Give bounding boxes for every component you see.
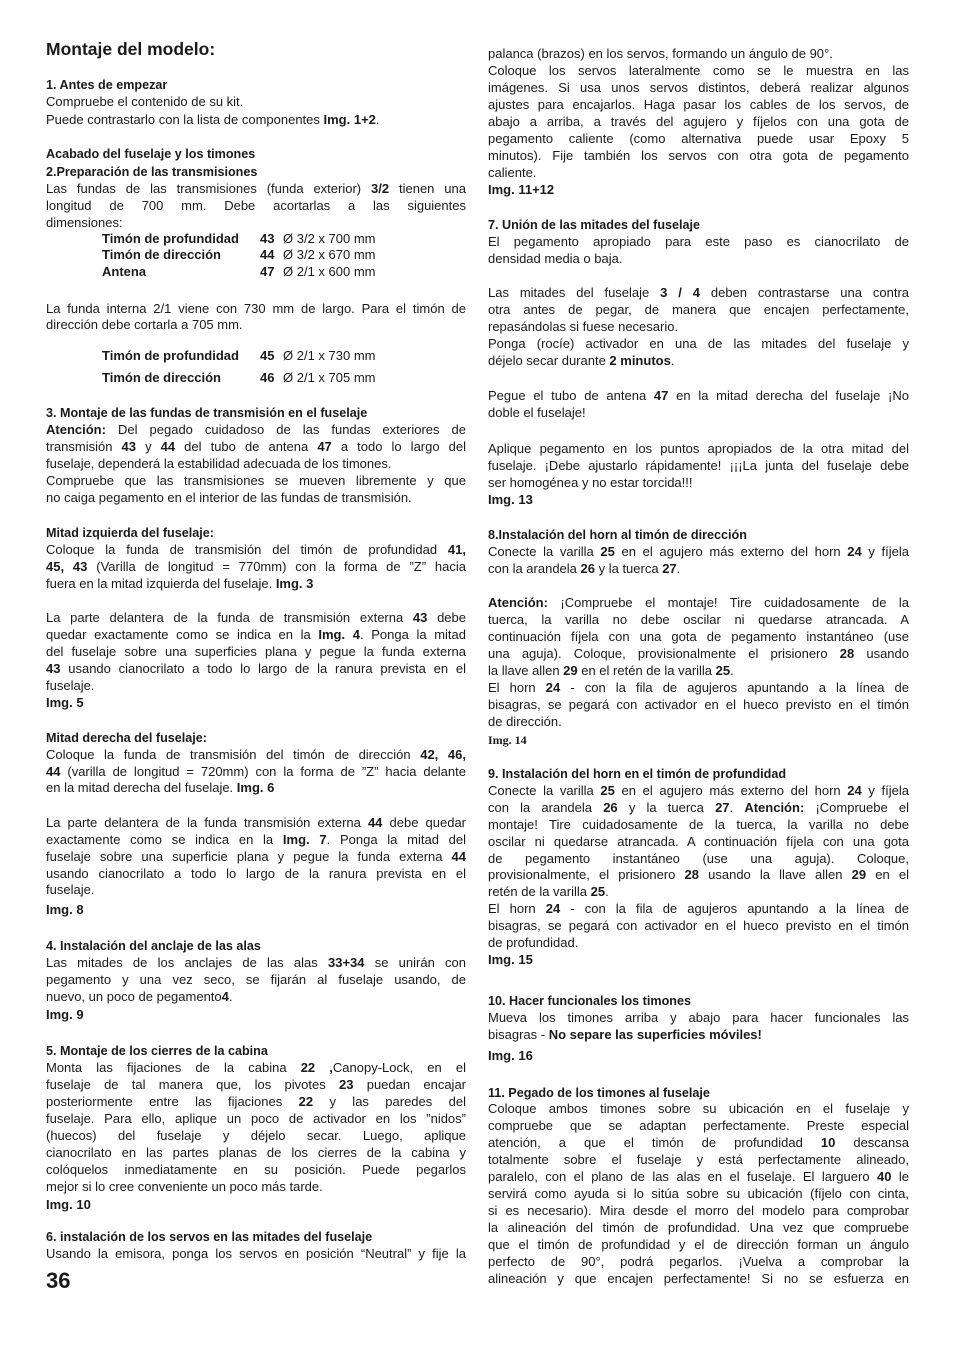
part-name: Timón de profundidad [102, 348, 239, 363]
left-text-line: en la mitad derecha del fuselaje. Img. 6 [46, 780, 275, 795]
right-text-line: densidad media o baja. [488, 251, 623, 266]
left-text-line: exactamente como se indica en la Img. 7. Ponga la mitad del [46, 832, 467, 847]
left-text-line: 44 (varilla de longitud = 720mm) con la forma de ”Z” hacia delante [46, 764, 466, 779]
left-text-line: La funda interna 2/1 viene con 730 mm de largo. Para el timón de [46, 301, 466, 316]
left-text-line: pegamento y una vez seco, se fijarán al fuselaje usando, de [46, 972, 466, 987]
right-text-line: la llave allen 29 en el retén de la varilla 25. [488, 663, 734, 678]
part-name: Timón de dirección [102, 370, 221, 385]
right-text-line: otra antes de pegar, de manera que encajen perfectamente, [488, 302, 909, 317]
right-text-line: servirá como ayuda si lo sitúa sobre su ubicación (fíjelo con cinta, [488, 1186, 909, 1201]
right-text-line: Coloque ambos timones sobre su ubicación en el fuselaje y [488, 1101, 909, 1116]
right-text-line: caliente. [488, 165, 537, 180]
right-text-line: la alineación del timón de profundidad. Una vez que compruebe [488, 1220, 909, 1235]
right-text-line: Conecte la varilla 25 en el agujero más externo del horn 24 y fíjela [488, 544, 909, 559]
right-text-line: imágenes. Si usa unos servos distintos, deberá realizar algunos [488, 80, 909, 95]
right-text-line: 11. Pegado de los timones al fuselaje [488, 1086, 710, 1100]
part-dimension: Ø 2/1 x 600 mm [283, 264, 376, 279]
part-number: 43 [260, 231, 275, 246]
right-text-line: Img. 16 [488, 1048, 533, 1063]
right-text-line: minutos). Fije también los servos con otra gota de pegamento [488, 148, 909, 163]
left-text-line: Img. 9 [46, 1007, 84, 1022]
right-text-line: ser homogénea y no estar torcida!!! [488, 475, 693, 490]
left-text-line: transmisión 43 y 44 del tubo de antena 47 a todo lo largo del [46, 439, 467, 454]
right-text-line: bisagras - No separe las superficies móviles! [488, 1027, 762, 1042]
left-text-line: 45, 43 (Varilla de longitud = 770mm) con la forma de ”Z” hacia [46, 559, 466, 574]
left-text-line: cianocrilato en las partes planas de los cierres de la cabina y [46, 1145, 466, 1160]
right-text-line: Las mitades del fuselaje 3 / 4 deben contrastarse una contra [488, 285, 909, 300]
left-text-line: La parte delantera de la funda transmisión externa 44 debe quedar [46, 815, 466, 830]
right-text-line: Ponga (rocíe) activador en una de las mitades del fuselaje y [488, 336, 909, 351]
part-name: Timón de profundidad [102, 231, 239, 246]
part-name: Antena [102, 264, 147, 279]
right-text-line: alineación y que encajen perfectamente! Si no se esfuerza en [488, 1271, 909, 1286]
page-title: Montaje del modelo: [46, 39, 216, 59]
right-text-line: montaje! Tire cuidadosamente de la tuerca, la varilla no debe [488, 817, 909, 832]
right-text-line: Coloque los servos lateralmente como se le muestra en las [488, 63, 909, 78]
left-text-line: Atención: Del pegado cuidadoso de las fundas exteriores de [46, 422, 466, 437]
part-dimension: Ø 3/2 x 670 mm [283, 247, 376, 262]
right-text-line: doble el fuselaje! [488, 405, 586, 420]
left-text-line: fuselaje. Para ello, aplique un poco de activador en los ”nidos” [46, 1111, 466, 1126]
part-number: 46 [260, 370, 275, 385]
left-text-line: Monta las fijaciones de la cabina 22 ,Canopy-Lock, en el [46, 1060, 466, 1075]
right-text-line: continuación fíjela con una gota de pegamento instantáneo (use [488, 629, 909, 644]
right-text-line: Mueva los timones arriba y abajo para hacer funcionales las [488, 1010, 909, 1025]
right-text-line: paralelo, con el plano de las alas en el fuselaje. El larguero 40 le [488, 1169, 909, 1184]
left-text-line: 4. Instalación del anclaje de las alas [46, 939, 261, 953]
left-text-line: fuselaje, dependerá la estabilidad adecuada de los timones. [46, 456, 392, 471]
left-text-line: quedar exactamente como se indica en la Img. 4. Ponga la mitad [46, 627, 466, 642]
right-text-line: totalmente sobre el fuselaje y está perfectamente alineado, [488, 1152, 909, 1167]
right-text-line: palanca (brazos) en los servos, formando un ángulo de 90°. [488, 46, 833, 61]
left-text-line: Img. 10 [46, 1197, 91, 1212]
part-number: 44 [260, 247, 275, 262]
left-text-line: Img. 8 [46, 902, 84, 917]
part-name: Timón de dirección [102, 247, 221, 262]
right-text-line: con la arandela 26 y la tuerca 27. Atención: ¡Compruebe el [488, 800, 909, 815]
right-text-line: tuerca, la varilla no debe oscilar ni quedarse atrancada. A [488, 612, 909, 627]
right-text-line: 10. Hacer funcionales los timones [488, 994, 691, 1008]
right-text-line: Aplique pegamento en los puntos apropiados de la otra mitad del [488, 441, 909, 456]
left-text-line: dimensiones: [46, 215, 123, 230]
left-text-line: Usando la emisora, ponga los servos en posición “Neutral” y fije la [46, 1246, 466, 1261]
left-text-line: Puede contrastarlo con la lista de componentes Img. 1+2. [46, 112, 380, 127]
right-text-line: 8.Instalación del horn al timón de dirección [488, 528, 747, 542]
right-text-line: perfecto de 90°, podrá pegarlos. ¡Vuelva a comprobar la [488, 1254, 909, 1269]
right-text-line: ajustes para encajarlos. Haga pasar los cables de los servos, de [488, 97, 909, 112]
right-text-line: Atención: ¡Compruebe el montaje! Tire cuidadosamente de la [488, 595, 909, 610]
left-text-line: Mitad izquierda del fuselaje: [46, 526, 214, 540]
right-text-line: Conecte la varilla 25 en el agujero más externo del horn 24 y fíjela [488, 783, 909, 798]
part-dimension: Ø 2/1 x 705 mm [283, 370, 376, 385]
right-text-line: atención, a que el timón de profundidad 10 descansa [488, 1135, 909, 1150]
right-text-line: si es necesario). Mira desde el morro del modelo para comprobar [488, 1203, 909, 1218]
right-text-line: fuselaje. ¡Debe ajustarlo rápidamente! ¡¡¡La junta del fuselaje debe [488, 458, 909, 473]
left-text-line: 43 usando cianocrilato a todo lo largo de la ranura prevista en el [46, 661, 466, 676]
right-text-line: déjelo secar durante 2 minutos. [488, 353, 675, 368]
right-text-line: retén de la varilla 25. [488, 884, 609, 899]
right-text-line: 7. Unión de las mitades del fuselaje [488, 218, 701, 232]
left-text-line: 3. Montaje de las fundas de transmisión en el fuselaje [46, 406, 368, 420]
right-text-line: El horn 24 - con la fila de agujeros apuntando a la línea de [488, 901, 909, 916]
left-text-line: colóquelos inmediatamente en su posición. Puede pegarlos [46, 1162, 466, 1177]
right-text-line: de dirección. [488, 714, 562, 729]
left-text-line: mejor si lo cree conveniente un poco más tarde. [46, 1179, 323, 1194]
left-text-line: 6. instalación de los servos en las mitades del fuselaje [46, 1230, 373, 1244]
left-text-line: posteriormente entre las fijaciones 22 y las paredes del [46, 1094, 466, 1109]
right-text-line: 9. Instalación del horn en el timón de profundidad [488, 767, 787, 781]
left-text-line: (huecos) del fuselaje y déjelo secar. Luego, aplique [46, 1128, 466, 1143]
right-text-line: El pegamento apropiado para este paso es cianocrilato de [488, 234, 909, 249]
right-text-line: Img. 11+12 [488, 182, 555, 197]
part-dimension: Ø 2/1 x 730 mm [283, 348, 376, 363]
left-text-line: Compruebe que las transmisiones se mueven libremente y que [46, 473, 466, 488]
left-text-line: fuera en la mitad izquierda del fuselaje. Img. 3 [46, 576, 314, 591]
left-text-line: Compruebe el contenido de su kit. [46, 94, 244, 109]
right-text-line: que el timón de profundidad y el de dirección forman un ángulo [488, 1237, 909, 1252]
right-text-line: de pegamento instantáneo (use una aguja). Coloque, [488, 851, 909, 866]
left-text-line: Coloque la funda de transmisión del timón de profundidad 41, [46, 542, 466, 557]
left-text-line: fuselaje de tal manera que, los pivotes 23 puedan encajar [46, 1077, 467, 1092]
left-text-line: fuselaje. [46, 678, 95, 693]
left-text-line: Img. 5 [46, 695, 84, 710]
left-text-line: Acabado del fuselaje y los timones [46, 147, 256, 161]
right-text-line: bisagras, se pegará con activador en el hueco previsto en el timón [488, 697, 909, 712]
right-text-line: oscilar ni quedarse atrancada. A continuación fíjela con una gota [488, 834, 909, 849]
right-text-line: Img. 15 [488, 952, 533, 967]
part-number: 45 [260, 348, 275, 363]
left-text-line: Mitad derecha del fuselaje: [46, 731, 207, 745]
left-text-line: 1. Antes de empezar [46, 78, 168, 92]
left-text-line: 2.Preparación de las transmisiones [46, 165, 258, 179]
left-text-line: Coloque la funda de transmisión del timón de dirección 42, 46, [46, 747, 466, 762]
left-text-line: fuselaje sobre una superficie plana y pegue la funda externa 44 [46, 849, 466, 864]
right-text-line: Img. 13 [488, 492, 533, 507]
left-text-line: usando cianocrilato a todo lo largo de la ranura prevista en el [46, 866, 466, 881]
left-text-line: no caiga pegamento en el interior de las fundas de transmisión. [46, 490, 412, 505]
left-text-line: 5. Montaje de los cierres de la cabina [46, 1044, 268, 1058]
left-text-line: Las fundas de las transmisiones (funda exterior) 3/2 tienen una [46, 181, 466, 196]
right-text-line: Img. 14 [488, 733, 527, 747]
right-text-line: una aguja). Coloque, provisionalmente el prisionero 28 usando [488, 646, 910, 661]
left-text-line: fuselaje. [46, 882, 95, 897]
page-number: 36 [46, 1268, 71, 1293]
right-text-line: El horn 24 - con la fila de agujeros apuntando a la línea de [488, 680, 909, 695]
part-dimension: Ø 3/2 x 700 mm [283, 231, 376, 246]
right-text-line: bisagras, se pegará con activador en el hueco previsto en el timón [488, 918, 909, 933]
right-text-line: abajo a arriba, a través del agujero y fíjelos con una gota de [488, 114, 909, 129]
left-text-line: La parte delantera de la funda de transmisión externa 43 debe [46, 610, 466, 625]
right-text-line: repasándolas si fuese necesario. [488, 319, 679, 334]
right-text-line: Pegue el tubo de antena 47 en la mitad derecha del fuselaje ¡No [488, 388, 909, 403]
left-text-line: longitud de 700 mm. Debe acortarlas a las siguientes [46, 198, 466, 213]
left-text-line: nuevo, un poco de pegamento4. [46, 989, 233, 1004]
left-text-line: del fuselaje sobre una superficies plana y pegue la funda externa [46, 644, 466, 659]
right-text-line: compruebe que se adaptan perfectamente. Preste especial [488, 1118, 909, 1133]
left-text-line: dirección debe cortarla a 705 mm. [46, 317, 243, 332]
right-text-line: con la arandela 26 y la tuerca 27. [488, 561, 681, 576]
right-text-line: provisionalmente, el prisionero 28 usando la llave allen 29 en el [488, 867, 909, 882]
right-text-line: de profundidad. [488, 935, 579, 950]
right-text-line: pegamento caliente (como alternativa puede usar Epoxy 5 [488, 131, 909, 146]
part-number: 47 [260, 264, 275, 279]
left-text-line: Las mitades de los anclajes de las alas 33+34 se unirán con [46, 955, 466, 970]
